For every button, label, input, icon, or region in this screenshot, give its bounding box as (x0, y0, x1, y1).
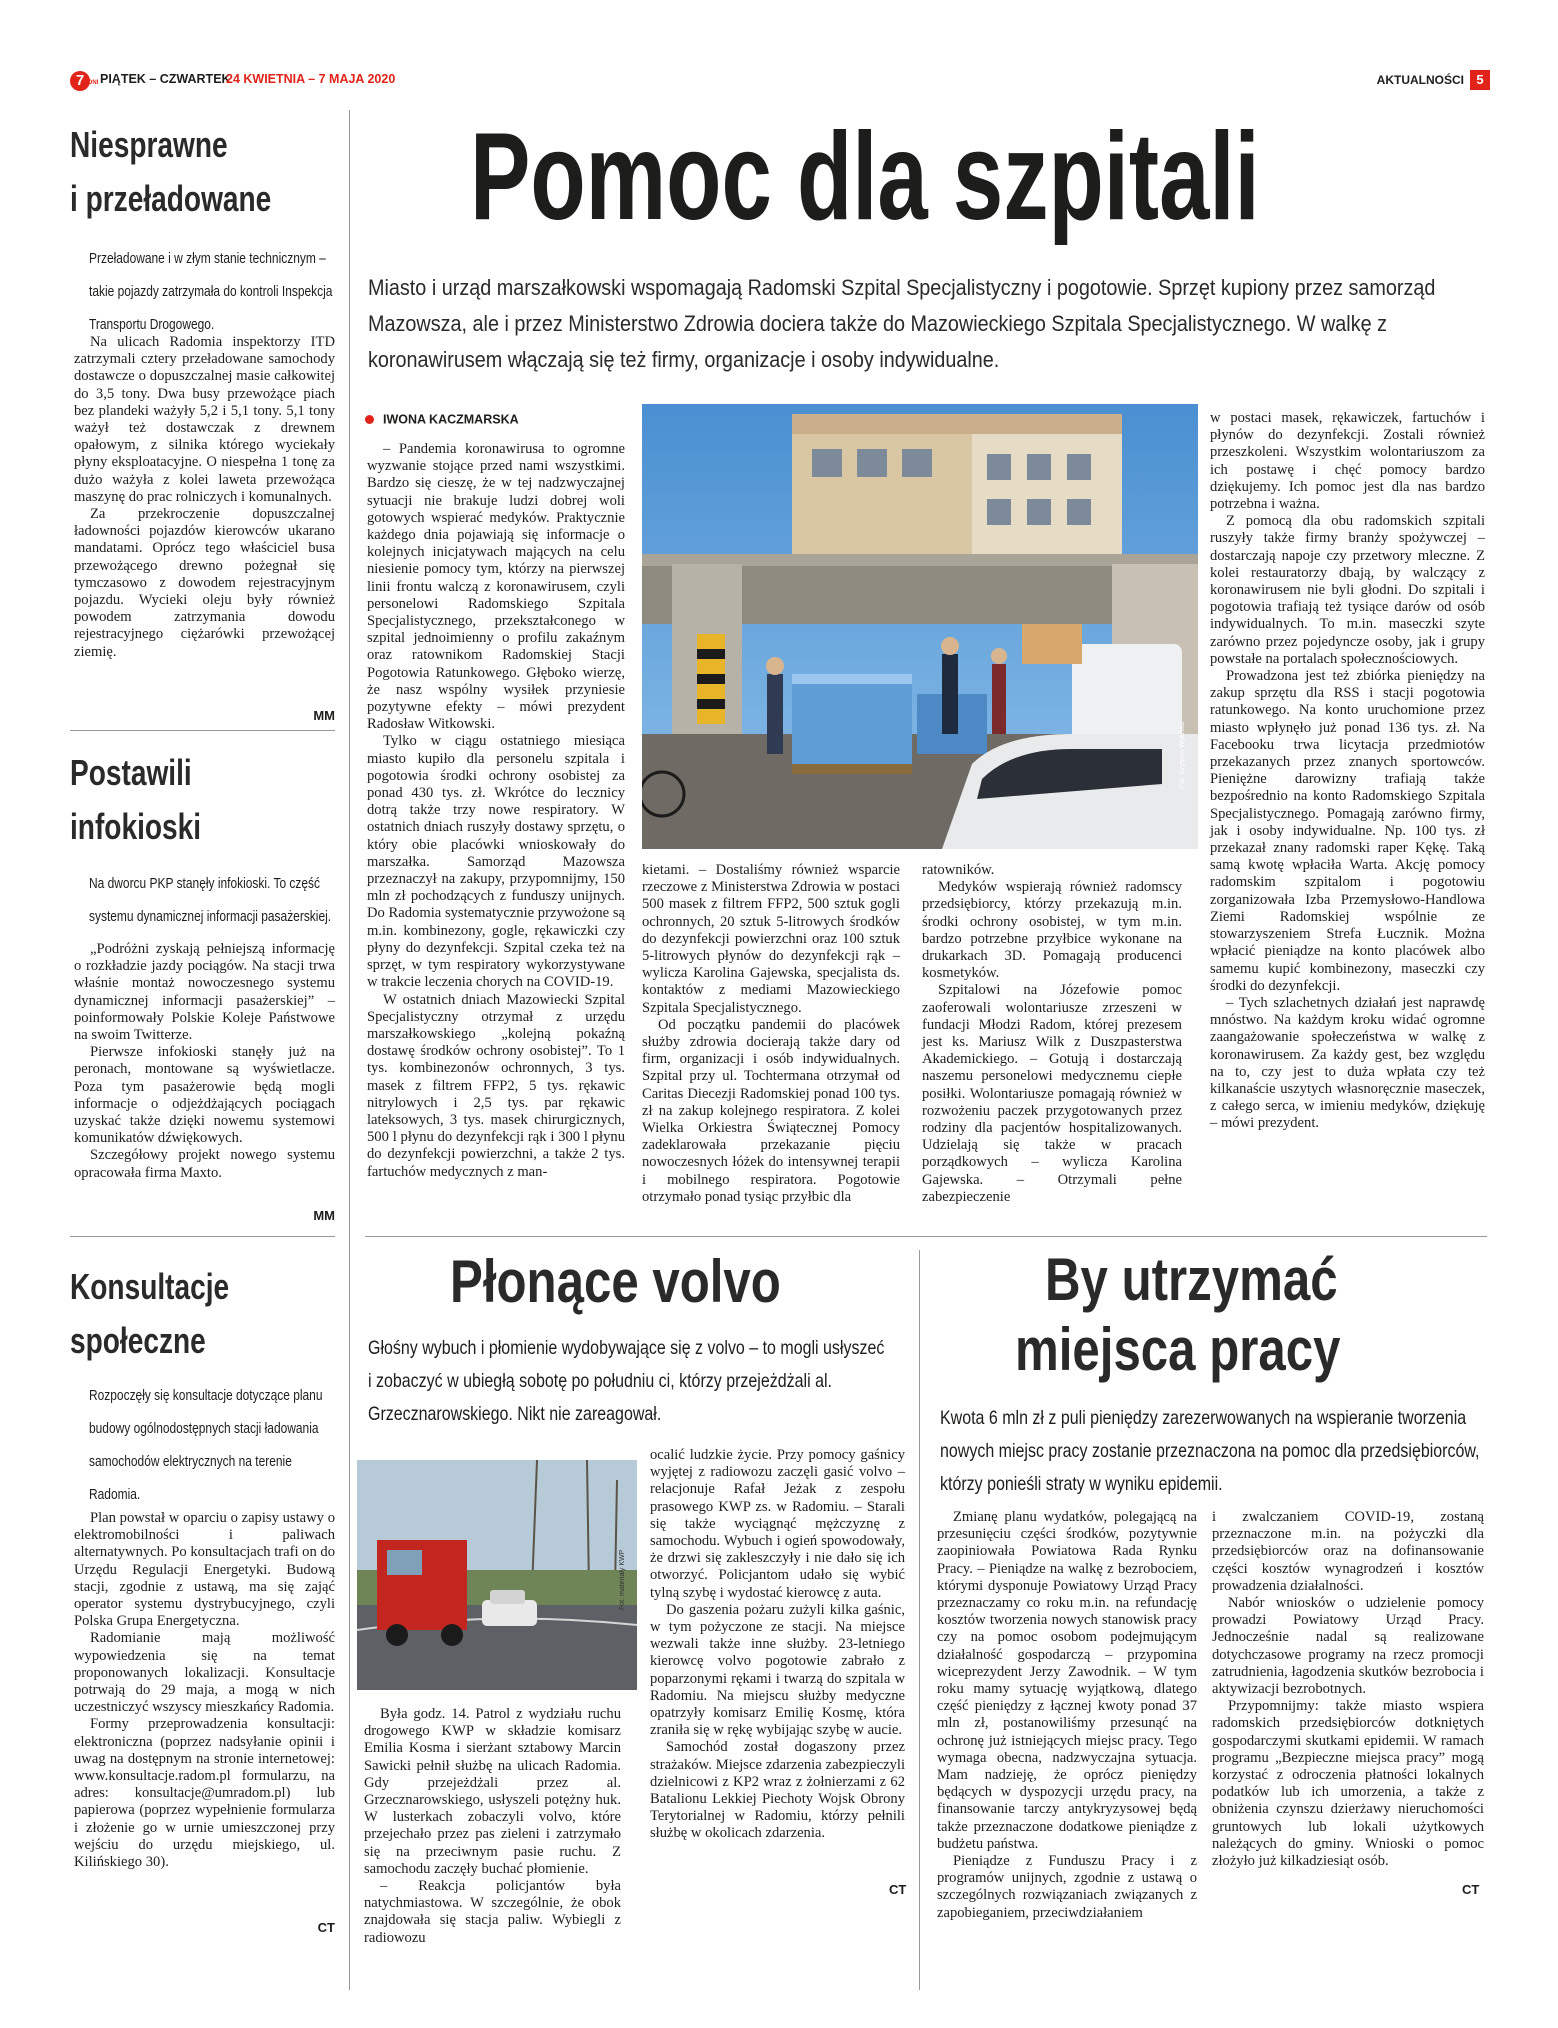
article-body: Na ulicach Radomia inspektorzy ITD zatrzymali cztery przeładowane samochody dostawcze o dopuszczalnej masie całkowitej do 3,5 tony. Dwa busy przewożące piach bez plandeki ważyły 5,2 i 5,1 tony. 5,1 tony ważył też dostawczak z drewnem opałowym, z silnika którego wyciekały płyny eksploatacyjne. O niespełna 1 tonę za dużo ważyła z kolei laweta przewożąca maszynę do prac rolniczych i komunalnych. Za przekroczenie dopuszczalnej ładowności pojazdów kierowców ukarano mandatami. Oprócz tego właściciel busa przewożącego drewno pożegnał się tymczasowo z dowodem rejestracyjnym pojazdu. Wycieki oleju były również powodem zatrzymania dowodu rejestracyjnego ciężarówki przewożącej ziemię. (74, 334, 335, 660)
jobs-headline: By utrzymać miejsca pracy (1015, 1246, 1341, 1383)
photo-credit: Fot. Szymon Wykrota (1179, 722, 1187, 789)
jobs-column-1: Zmianę planu wydatków, polegającą na przesunięciu części środków, pozytywnie zaopiniowała Powiatowa Rada Rynku Pracy. – Pieniądze na walkę z bezrobociem, którymi dysponuje Powiatowy Urząd Pracy przeznaczamy co roku m.in. na refundację kosztów tworzenia nowych stanowisk pracy czy na pomoc osobom podejmującym działalność gospodarczą – przypomina wiceprezydent Jerzy Zawodnik. – W tym roku mamy sytuację wyjątkową, dlatego część pieniędzy z łącznej kwoty ponad 37 mln zł, postanowiliśmy przesunąć na ochronę już istniejących miejsc pracy. Tego wymaga obecna, nadzwyczajna sytuacja. Mam nadzieję, że oprócz pieniędzy będących w dyspozycji urzędu pracy, na finansowanie tarczy antykryzysowej będą także przeznaczone dodatkowe pieniądze z budżetu państwa. Pieniądze z Funduszu Pracy i z programów unijnych, zgodnie z ustawą o szczególnych rozwiązaniach związanych z zapobieganiem, przeciwdziałaniem (937, 1509, 1197, 1921)
main-column-3: ratowników. Medyków wspierają również radomscy przedsiębiorcy, którzy przekazują m.in. środki ochrony osobistej, w tym m.in. bardzo potrzebne przyłbice wykonane na drukarkach 3D. Pomagają producenci kosmetyków. Szpitalowi na Józefowie pomoc zaoferowali wolontariusze zrzeszeni w fundacji Młodzi Radom, której prezesem jest ks. Mariusz Wilk z Duszpasterstwa Akademickiego. – Gotują i dostarczają naszemu personelowi medycznemu ciepłe posiłki. Wolontariusze pomagają również w rozwożeniu paczek przygotowanych przez rodziny dla pacjentów hospitalizowanych. Udzielają się także w pracach porządkowych – wylicza Karolina Gajewska. – Otrzymali pełne zabezpieczenie (922, 862, 1182, 1205)
brand-number: 7 (75, 72, 85, 89)
main-column-1: – Pandemia koronawirusa to ogromne wyzwanie stojące przed nami wszystkimi. Bardzo się cieszę, że w tej nadzwyczajnej sytuacji nie brakuje ludzi dobrej woli gotowych wspierać medyków. Praktycznie każdego dnia pojawiają się informacje o kolejnych inicjatywach mających na celu niesienie pomocy tym, którzy na pierwszej linii frontu walczą z koronawirusem, czyli personelowi Radomskiego Szpitala Specjalistycznego, przekształconego w szpital jednoimienny o profilu zakaźnym oraz ratownikom Radomskiej Stacji Pogotowia Ratunkowego. Głęboko wierzę, że nasz wspólny wysiłek przyniesie pozytywne efekty – mówi prezydent Radosław Witkowski. Tylko w ciągu ostatniego miesiąca miasto kupiło dla personelu szpitala i pogotowia środki ochrony osobistej za ponad 430 tys. zł. Wkrótce do lecznicy dotrą także trzy nowe respiratory. W ostatnich dniach ruszyły dostawy sprzętu, o który obie placówki wnioskowały do marszałka. Samorząd Mazowsza przeznaczył na zakupy, przypomnijmy, 150 mln zł pochodzących z funduszy unijnych. Do Radomia systematycznie przywożone są m.in. kombinezony, gogle, rękawiczki czy płyny do dezynfekcji. Szpital czeka też na sprzęt, w tym respiratory wykorzystywane w trakcie leczenia chorych na COVID-19. W ostatnich dniach Mazowiecki Szpital Specjalistyczny otrzymał z urzędu marszałkowskiego „kolejną pokaźną dostawę środków ochrony osobistej”. To 1 tys. kombinezonów ochronnych, 3 tys. masek z filtrem FFP2, 5 tys. rękawic nitrylowych i 2,5 tys. par rękawic lateksowych, 3 tys. masek chirurgicznych, 500 l płynu do dezynfekcji rąk i 300 l płynu do dezynfekcji powierzchni, a także 2 tys. fartuchów medycznych z man- (367, 441, 625, 1180)
main-lead: Miasto i urząd marszałkowski wspomagają Radomski Szpital Specjalistyczny i pogotowie. Sprzęt kupiony przez samorząd Mazowsza, ale i przez Ministerstwo Zdrowia dociera także do Mazowieckiego Szpitala Specjalistycznego. W walkę z koronawirusem włączają się też firmy, organizacje i osoby indywidualne. (368, 275, 1436, 372)
volvo-divider (919, 1250, 920, 1990)
volvo-column-1: Była godz. 14. Patrol z wydziału ruchu drogowego KWP w składzie komisarz Emilia Kosma i sierżant sztabowy Marcin Sawicki pełnił służbę na ulicach Radomia. Gdy przejeżdżali przez al. Grzecznarowskiego, usłyszeli potężny huk. W lusterkach zobaczyli volvo, które przejechało przez pas zieleni i zatrzymało się na przeciwnym pasie ruchu. Z samochodu zaczęły buchać płomienie. – Reakcja policjantów była natychmiastowa. W szczególnie, że obok znajdowała się stacja paliw. Wybiegli z radiowozu (364, 1706, 621, 1946)
article-signature: CT (317, 1920, 335, 1935)
main-column-4: w postaci masek, rękawiczek, fartuchów i płynów do dezynfekcji. Zostali również przeszkoleni. Wszystkim wolontariuszom za ich postawę i chęć pomocy bardzo dziękujemy. Ich pomoc jest dla nas bardzo potrzebna i ważna. Z pomocą dla obu radomskich szpitali ruszyły także firmy branży spożywczej – dostarczają napoje czy przetwory mleczne. Z kolei restauratorzy dbają, by walczący z koronawirusem nie byli głodni. Do szpitali i pogotowia trafiają też tysiące darów od osób indywidualnych. To m.in. maseczki szyte zarówno przez pojedyncze osoby, jak i grupy powstałe na portalach społecznościowych. Prowadzona jest też zbiórka pieniędzy na zakup sprzętu dla RSS i stacji pogotowia ratunkowego. Na konto uruchomione przez miasto wpłynęło już ponad 136 tys. zł. Na Facebooku trwa licytacja przedmiotów przekazanych przez znanych sportowców. Pieniężne darowizny trafiają także bezpośrednio na konto Radomskiego Szpitala Specjalistycznego. Pomagają zarówno firmy, jak i osoby indywidualne. Np. 100 tys. zł przekazał znany radomski raper Kękę. Taką samą kwotę wpłaciła Warta. Akcję pomocy radomskim szpitalom i pogotowiu zorganizowała Izba Przemysłowo-Handlowa Ziemi Radomskiej wspólnie ze stowarzyszeniem Strefa Łucznik. Można wpłacić pieniądze na konto placówek albo samemu kupić kombinezony, maseczki czy środki do dezynfekcji. – Tych szlachetnych działań jest naprawdę mnóstwo. Na każdym kroku widać ogromne zaangażowanie społeczeństwa w walkę z koronawirusem. Za każdy gest, bez względu na to, czy jest to duża wpłata czy też kilkanaście uszytych własnoręcznie maseczek, z całego serca, w imieniu medyków, dziękuję – mówi prezydent. (1210, 410, 1485, 1132)
volvo-headline: Płonące volvo (450, 1248, 781, 1315)
sidebar-article-niesprawne (70, 118, 335, 723)
sidebar-divider (349, 110, 350, 1990)
main-headline: Pomoc dla szpitali (470, 108, 1260, 246)
article-lead: Przeładowane i w złym stanie technicznym – takie pojazdy zatrzymała do kontroli Inspekcja Transportu Drogowego. (89, 251, 333, 333)
article-lead: Na dworcu PKP stanęły infokioski. To część systemu dynamicznej informacji pasażerskiej. (89, 876, 332, 925)
burning-car-photo (357, 1460, 637, 1690)
article-signature: MM (313, 708, 335, 723)
volvo-photo (357, 1460, 637, 1690)
main-author: IWONA KACZMARSKA (365, 410, 519, 428)
article-body: Plan powstał w oparciu o zapisy ustawy o elektromobilności i paliwach alternatywnych. Po konsultacjach trafi on do Urzędu Regulacji Energetyki. Budową stacji, zgodnie z ustawą, ma się zająć operator systemu dystrybucyjnego, czyli Polska Grupa Energetyczna. Radomianie mają możliwość wypowiedzenia się na temat proponowanych lokalizacji. Konsultacje potrwają do 29 maja, a mogą w nich uczestniczyć wszyscy mieszkańcy Radomia. Formy przeprowadzenia konsultacji: elektroniczna (poprzez nadsyłanie opinii i uwag na dostępnym na stronie internetowej: www.konsultacje.radom.pl formularzu, na adres: konsultacje@umradom.pl) lub papierowa (poprzez wypełnienie formularza i złożenie go w urnie umieszczonej przy wejściu do urzędu miejskiego, ul. Kilińskiego 30). (74, 1510, 335, 1871)
main-column-2: kietami. – Dostaliśmy również wsparcie rzeczowe z Ministerstwa Zdrowia w postaci 500 masek z filtrem FFP2, 500 sztuk gogli ochronnych, 20 sztuk 5-litrowych środków do dezynfekcji powierzchni oraz 100 sztuk 5-litrowych płynów do dezynfekcji rąk – wylicza Karolina Gajewska, specjalista ds. kontaktów z mediami Mazowieckiego Szpitala Specjalistycznego. Od początku pandemii do placówek służby zdrowia docierają także dary od firm, organizacji i osób indywidualnych. Szpital przy ul. Tochtermana otrzymał od Caritas Diecezji Radomskiej ponad 100 tys. zł na zakup kolejnego respiratora. Z kolei Wielka Orkiestra Świątecznej Pomocy zadeklarowała przekazanie pięciu nowoczesnych łóżek do intensywnej terapii i mobilnego respiratora. Pogotowie otrzymało ponad tysiąc przyłbic dla (642, 862, 900, 1205)
header-bar (70, 70, 1490, 92)
jobs-lead: Kwota 6 mln zł z puli pieniędzy zarezerwowanych na wspieranie tworzenia nowych miejsc pracy zostanie przeznaczona na pomoc dla przedsiębiorców, którzy ponieśli straty w wyniku epidemii. (940, 1407, 1480, 1495)
sidebar-separator-2 (70, 1236, 335, 1237)
section-name: AKTUALNOŚCI (1376, 73, 1464, 87)
sidebar-separator-1 (70, 730, 335, 731)
article-title: Postawili infokioski (70, 752, 202, 847)
jobs-column-2: i zwalczaniem COVID-19, zostaną przeznaczone m.in. na pożyczki dla przedsiębiorców oraz na dofinansowanie części kosztów wynagrodzeń i kosztów prowadzenia działalności. Nabór wniosków o udzielenie pomocy prowadzi Powiatowy Urząd Pracy. Jednocześnie nadal są realizowane dotychczasowe programy na rzecz promocji zatrudnienia, łagodzenia skutków bezrobocia i aktywizacji bezrobotnych. Przypomnijmy: także miasto wspiera radomskich przedsiębiorców dotkniętych gospodarczymi skutkami epidemii. W ramach programu „Bezpieczne miejsca pracy” mogą korzystać z odroczenia płatności lokalnych podatków lub ich umorzenia, a także z obniżenia czynszu dzierżawy nieruchomości gruntowych lub lokali użytkowych należących do gminy. Wnioski o pomoc złożyło już kilkadziesiąt osób. (1212, 1509, 1484, 1870)
brand-logo (70, 71, 90, 91)
page-number: 5 (1470, 70, 1490, 90)
article-lead: Rozpoczęły się konsultacje dotyczące planu budowy ogólnodostępnych stacji ładowania samochodów elektrycznych na terenie Radomia. (89, 1388, 323, 1503)
volvo-column-2: ocalić ludzkie życie. Przy pomocy gaśnicy wyjętej z radiowozu zaczęli gasić volvo – relacjonuje Rafał Jeżak z zespołu prasowego KWP zs. w Radomiu. – Starali się także wyciągnąć mężczyznę z samochodu. Wybuch i ogień spowodowały, że drzwi się zakleszczyły i nie dało się ich otworzyć. Policjantom udało się wybić tylną szybę i wydostać kierowcę z auta. Do gaszenia pożaru zużyli kilka gaśnic, w tym pożyczone ze stacji. Na miejsce wezwali także inne służby. 23-letniego kierowcę volvo pogotowie zabrało z poparzonymi rękami i twarzą do szpitala w Radomiu. Na miejscu służby medyczne opatrzyły komisarz Emilię Kosmę, która zraniła się w rękę wybijając szybę w aucie. Samochód został dogaszony przez strażaków. Miejsce zdarzenia zabezpieczyli dzielnicowi z KP2 wraz z żołnierzami z 62 Batalionu Lekkiej Piechoty Wojsk Obrony Terytorialnej w Radomiu, którzy pełnili służbę w okolicach zdarzenia. (650, 1447, 905, 1842)
hospital-delivery-photo (642, 404, 1198, 849)
jobs-signature: CT (1462, 1882, 1480, 1897)
author-bullet-icon (365, 415, 374, 424)
issue-dates: 24 KWIETNIA – 7 MAJA 2020 (226, 72, 396, 86)
article-title: Niesprawne i przeładowane (70, 124, 272, 219)
main-bottom-rule (365, 1236, 1487, 1237)
article-title: Konsultacje społeczne (70, 1266, 230, 1361)
volvo-lead: Głośny wybuch i płomienie wydobywające się z volvo – to mogli usłyszeć i zobaczyć w ubiegłą sobotę po południu ci, którzy przejeżdżali al. Grzecznarowskiego. Nikt nie zareagował. (368, 1337, 885, 1425)
volvo-signature: CT (889, 1882, 907, 1897)
issue-days: PIĄTEK – CZWARTEK (100, 72, 231, 86)
brand-sub: DNI (88, 80, 99, 86)
photo-credit: Fot. materiały KWP (618, 1549, 626, 1610)
main-photo (642, 404, 1198, 849)
article-body: „Podróżni zyskają pełniejszą informację o rozkładzie jazdy pociągów. Na stacji trwa właśnie montaż nowoczesnego systemu dynamicznej informacji pasażerskiej” – poinformowały Polskie Koleje Państwowe na swoim Twitterze. Pierwsze infokioski stanęły już na peronach, montowane są wyświetlacze. Poza tym pasażerowie będą mogli informacje o odjeżdżających pociągach uzyskać także dzięki nowemu systemowi komunikatów dźwiękowych. Szczegółowy projekt nowego systemu opracowała firma Maxto. (74, 941, 335, 1181)
sidebar-article-infokioski (70, 746, 335, 1223)
article-signature: MM (313, 1208, 335, 1223)
sidebar-article-konsultacje (70, 1260, 335, 1935)
